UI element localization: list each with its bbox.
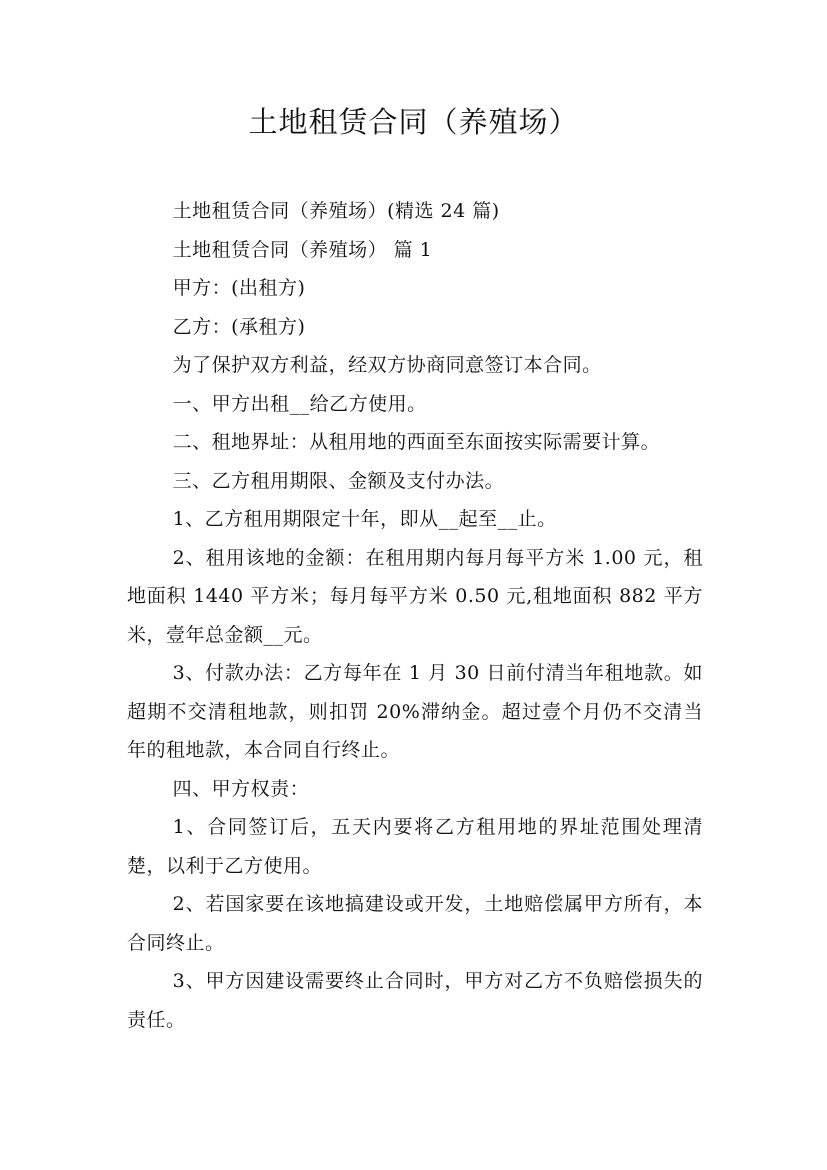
paragraph-clause-4-3: 3、甲方因建设需要终止合同时，甲方对乙方不负赔偿损失的责任。 xyxy=(127,970,703,1031)
paragraph-clause-3-1: 1、乙方租用期限定十年，即从__起至__止。 xyxy=(172,508,557,530)
paragraph-clause-4-2: 2、若国家要在该地搞建设或开发，土地赔偿属甲方所有，本合同终止。 xyxy=(127,893,703,954)
paragraph-preamble: 为了保护双方利益，经双方协商同意签订本合同。 xyxy=(172,354,602,376)
paragraph-clause-1: 一、甲方出租__给乙方使用。 xyxy=(172,392,427,415)
paragraph-collection-title: 土地租赁合同（养殖场）(精选 24 篇) xyxy=(172,200,500,222)
document-title: 土地租赁合同（养殖场） xyxy=(248,105,579,139)
paragraph-party-a: 甲方：(出租方) xyxy=(172,277,306,299)
paragraph-clause-3-2: 2、租用该地的金额：在租用期内每月每平方米 1.00 元，租地面积 1440 平方米；每月每平方米 0.50 元,租地面积 882 平方米，壹年总金额__元。 xyxy=(127,546,703,646)
paragraph-clause-4: 四、甲方权责： xyxy=(172,777,310,800)
paragraph-clause-2: 二、租地界址：从租用地的西面至东面按实际需要计算。 xyxy=(172,431,661,453)
paragraph-clause-3-3: 3、付款办法：乙方每年在 1 月 30 日前付清当年租地款。如超期不交清租地款，则扣罚 20%滞纳金。超过壹个月仍不交清当年的租地款，本合同自行终止。 xyxy=(127,662,703,761)
paragraph-party-b: 乙方：(承租方) xyxy=(172,315,306,338)
document-body xyxy=(127,192,703,1039)
paragraph-clause-4-1: 1、合同签订后，五天内要将乙方租用地的界址范围处理清楚，以利于乙方使用。 xyxy=(127,816,703,877)
paragraph-clause-3: 三、乙方租用期限、金额及支付办法。 xyxy=(172,469,505,492)
paragraph-chapter-heading: 土地租赁合同（养殖场） 篇 1 xyxy=(172,238,433,261)
